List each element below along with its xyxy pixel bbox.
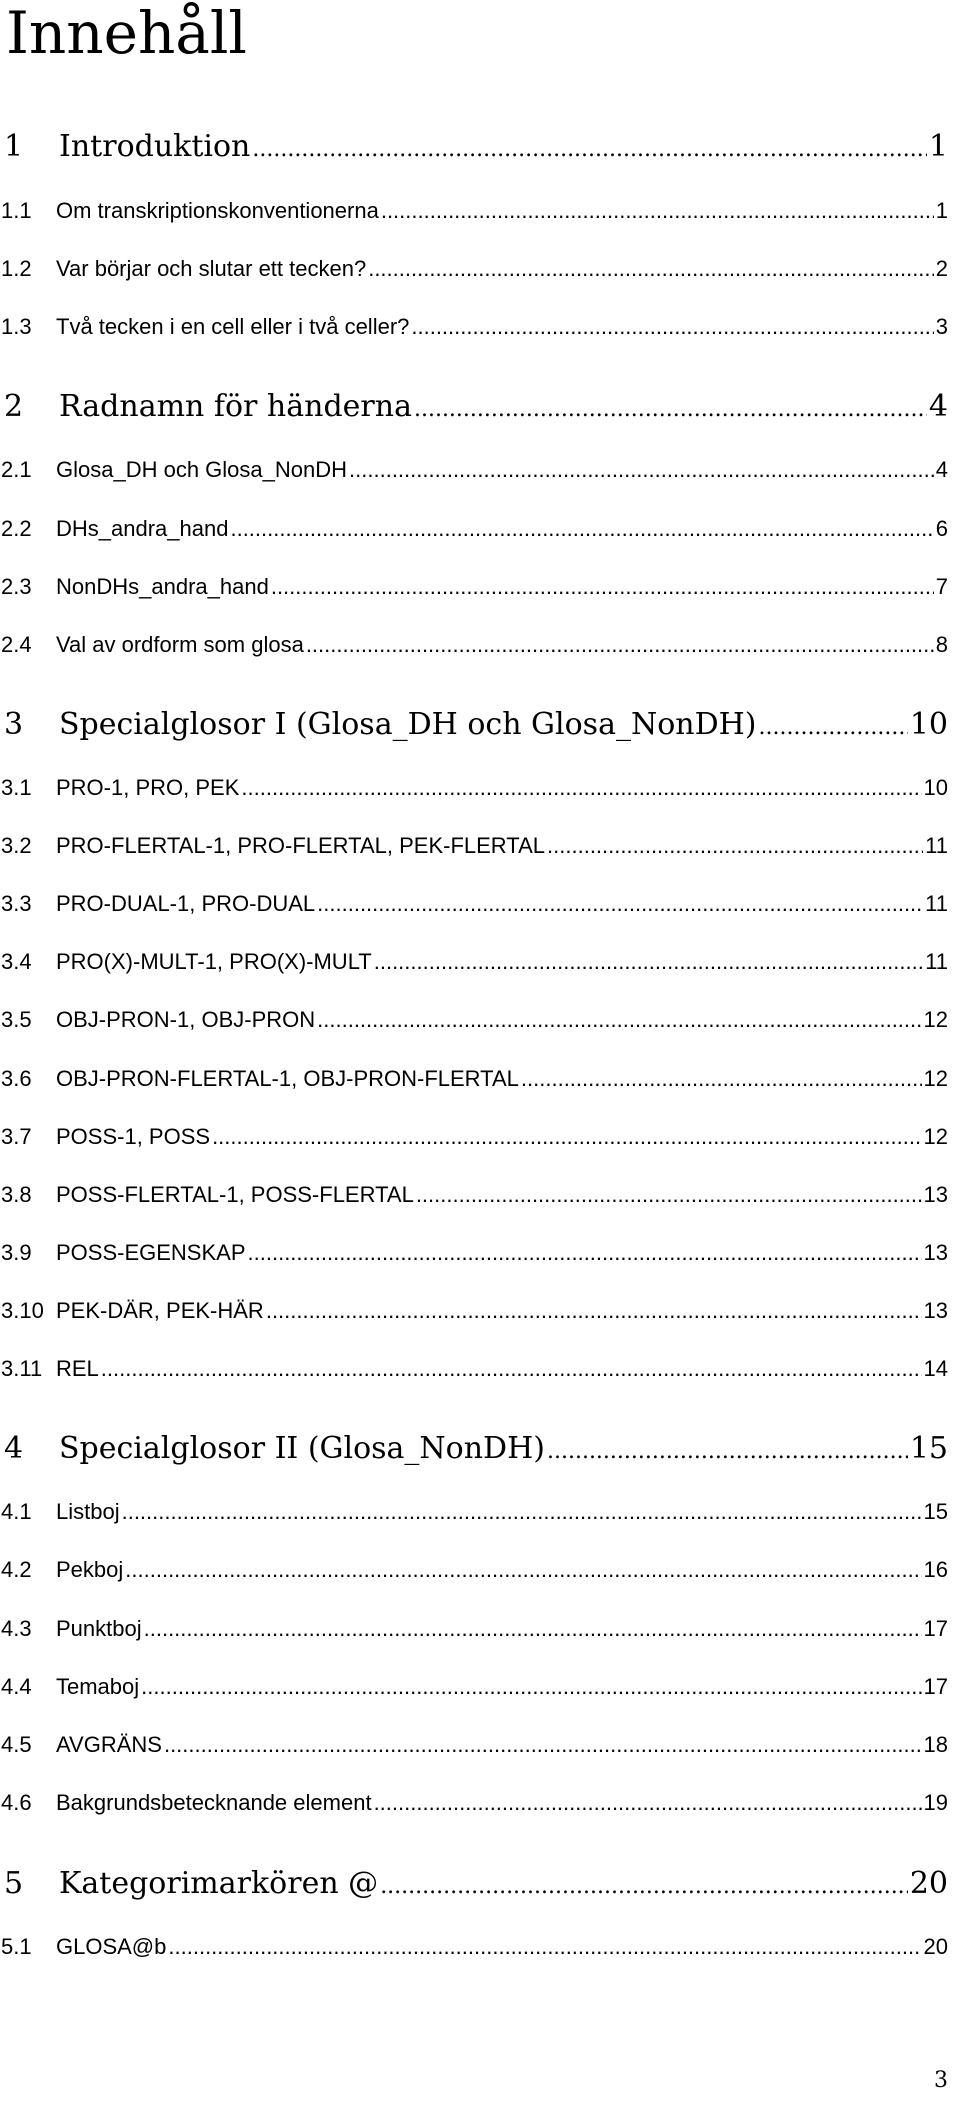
entry-page: 20 — [923, 1934, 948, 1959]
toc-entry-4-2[interactable] — [0, 1555, 960, 1585]
entry-number: 3.11 — [1, 1356, 43, 1381]
toc-entry-3-1[interactable] — [0, 773, 960, 803]
dot-leader — [266, 1296, 922, 1326]
entry-title: Listboj — [56, 1499, 120, 1524]
toc-entry-3-11[interactable] — [0, 1354, 960, 1384]
entry-title: PRO-DUAL-1, PRO-DUAL — [56, 891, 316, 916]
entry-page: 12 — [923, 1066, 948, 1091]
entry-title: OBJ-PRON-1, OBJ-PRON — [56, 1007, 316, 1032]
section-page: 20 — [909, 1866, 948, 1901]
entry-number: 1.3 — [1, 314, 32, 339]
toc-entry-4-6[interactable] — [0, 1788, 960, 1818]
section-title: Kategorimarkören @ — [59, 1866, 379, 1901]
entry-number: 1.1 — [1, 198, 32, 223]
toc-entry-4-5[interactable] — [0, 1730, 960, 1760]
toc-entry-1-3[interactable] — [0, 312, 960, 342]
dot-leader — [374, 947, 923, 977]
dot-leader — [212, 1122, 921, 1152]
entry-page: 2 — [935, 256, 948, 281]
entry-title: NonDHs_andra_hand — [56, 574, 269, 599]
toc-entry-2-3[interactable] — [0, 572, 960, 602]
entry-title: PRO-FLERTAL-1, PRO-FLERTAL, PEK-FLERTAL — [56, 833, 546, 858]
entry-number: 4.1 — [1, 1499, 32, 1524]
entry-number: 3.2 — [1, 833, 32, 858]
toc-entry-3-5[interactable] — [0, 1005, 960, 1035]
dot-leader — [349, 455, 934, 485]
entry-number: 4.6 — [1, 1790, 32, 1815]
entry-title: OBJ-PRON-FLERTAL-1, OBJ-PRON-FLERTAL — [56, 1066, 519, 1091]
dot-leader — [248, 1238, 922, 1268]
entry-number: 4.2 — [1, 1557, 32, 1582]
entry-page: 11 — [925, 949, 948, 974]
entry-number: 3.3 — [1, 891, 32, 916]
dot-leader — [144, 1614, 922, 1644]
dot-leader — [101, 1354, 922, 1384]
section-title: Specialglosor I (Glosa_DH och Glosa_NonDH) — [59, 707, 757, 742]
dot-leader — [168, 1932, 921, 1962]
dot-leader — [230, 514, 933, 544]
toc-section-5[interactable] — [0, 1864, 960, 1904]
entry-number: 2.1 — [1, 457, 32, 482]
entry-title: Punktboj — [56, 1616, 142, 1641]
entry-title: DHs_andra_hand — [56, 516, 229, 541]
entry-title: Om transkriptionskonventionerna — [56, 198, 379, 223]
dot-leader — [414, 390, 927, 430]
entry-number: 2.3 — [1, 574, 32, 599]
toc-entry-3-4[interactable] — [0, 947, 960, 977]
dot-leader — [547, 1432, 908, 1472]
dot-leader — [164, 1730, 922, 1760]
dot-leader — [416, 1180, 922, 1210]
toc-entry-5-1[interactable] — [0, 1932, 960, 1962]
toc-entry-3-6[interactable] — [0, 1064, 960, 1094]
entry-page: 16 — [923, 1557, 948, 1582]
entry-number: 3.1 — [1, 775, 32, 800]
entry-title: REL — [56, 1356, 99, 1381]
dot-leader — [271, 572, 934, 602]
toc-entry-4-4[interactable] — [0, 1672, 960, 1702]
dot-leader — [241, 773, 921, 803]
entry-page: 10 — [923, 775, 948, 800]
entry-page: 6 — [935, 516, 948, 541]
toc-section-2[interactable] — [0, 387, 960, 427]
entry-page: 7 — [935, 574, 948, 599]
section-title: Radnamn för händerna — [59, 389, 412, 424]
section-page: 15 — [909, 1431, 948, 1466]
toc-entry-2-4[interactable] — [0, 630, 960, 660]
entry-title: Temaboj — [56, 1674, 140, 1699]
dot-leader — [141, 1672, 921, 1702]
section-title: Introduktion — [59, 129, 251, 164]
section-number: 5 — [4, 1866, 24, 1901]
entry-page: 8 — [935, 632, 948, 657]
entry-page: 13 — [923, 1240, 948, 1265]
entry-page: 11 — [925, 891, 948, 916]
entry-number: 3.9 — [1, 1240, 32, 1265]
entry-number: 3.10 — [1, 1298, 44, 1323]
entry-title: PRO(X)-MULT-1, PRO(X)-MULT — [56, 949, 372, 974]
section-title: Specialglosor II (Glosa_NonDH) — [59, 1431, 545, 1466]
entry-page: 12 — [923, 1007, 948, 1032]
dot-leader — [521, 1064, 922, 1094]
dot-leader — [306, 630, 934, 660]
entry-number: 3.6 — [1, 1066, 32, 1091]
entry-title: POSS-FLERTAL-1, POSS-FLERTAL — [56, 1182, 414, 1207]
entry-page: 1 — [935, 198, 948, 223]
section-number: 3 — [4, 707, 24, 742]
entry-number: 2.2 — [1, 516, 32, 541]
toc-entry-3-3[interactable] — [0, 889, 960, 919]
dot-leader — [125, 1555, 921, 1585]
entry-page: 4 — [935, 457, 948, 482]
entry-title: Var börjar och slutar ett tecken? — [56, 256, 367, 281]
toc-entry-3-10[interactable] — [0, 1296, 960, 1326]
dot-leader — [547, 831, 923, 861]
entry-page: 3 — [935, 314, 948, 339]
section-page: 1 — [928, 129, 948, 164]
dot-leader — [252, 130, 927, 170]
toc-section-1[interactable] — [0, 127, 960, 167]
entry-page: 17 — [923, 1616, 948, 1641]
toc-entry-3-7[interactable] — [0, 1122, 960, 1152]
dot-leader — [122, 1497, 922, 1527]
entry-number: 3.4 — [1, 949, 32, 974]
toc-entry-3-9[interactable] — [0, 1238, 960, 1268]
toc-entry-4-1[interactable] — [0, 1497, 960, 1527]
toc-entry-1-1[interactable] — [0, 196, 960, 226]
entry-number: 3.8 — [1, 1182, 32, 1207]
toc-entry-2-2[interactable] — [0, 514, 960, 544]
dot-leader — [380, 1867, 908, 1907]
section-number: 4 — [4, 1431, 24, 1466]
page-title: Innehåll — [6, 0, 247, 67]
entry-page: 18 — [923, 1732, 948, 1757]
page-number: 3 — [934, 2068, 948, 2093]
toc-section-4[interactable] — [0, 1429, 960, 1469]
dot-leader — [411, 312, 933, 342]
entry-title: PRO-1, PRO, PEK — [56, 775, 240, 800]
entry-title: Glosa_DH och Glosa_NonDH — [56, 457, 348, 482]
entry-title: PEK-DÄR, PEK-HÄR — [56, 1298, 264, 1323]
entry-number: 2.4 — [1, 632, 32, 657]
entry-title: Val av ordform som glosa — [56, 632, 304, 657]
entry-page: 13 — [923, 1298, 948, 1323]
toc-entry-1-2[interactable] — [0, 254, 960, 284]
entry-number: 3.7 — [1, 1124, 32, 1149]
entry-title: Bakgrundsbetecknande element — [56, 1790, 372, 1815]
entry-page: 12 — [923, 1124, 948, 1149]
entry-page: 15 — [923, 1499, 948, 1524]
toc-entry-3-2[interactable] — [0, 831, 960, 861]
entry-page: 13 — [923, 1182, 948, 1207]
entry-title: POSS-1, POSS — [56, 1124, 211, 1149]
entry-number: 4.5 — [1, 1732, 32, 1757]
entry-page: 11 — [925, 833, 948, 858]
entry-title: AVGRÄNS — [56, 1732, 162, 1757]
dot-leader — [317, 889, 923, 919]
entry-page: 17 — [923, 1674, 948, 1699]
entry-page: 14 — [923, 1356, 948, 1381]
entry-number: 4.3 — [1, 1616, 32, 1641]
entry-number: 5.1 — [1, 1934, 32, 1959]
section-number: 2 — [4, 389, 24, 424]
section-number: 1 — [4, 129, 24, 164]
dot-leader — [374, 1788, 922, 1818]
section-page: 4 — [928, 389, 948, 424]
entry-number: 4.4 — [1, 1674, 32, 1699]
toc-section-3[interactable] — [0, 705, 960, 745]
entry-title: Pekboj — [56, 1557, 124, 1582]
dot-leader — [759, 708, 908, 748]
section-page: 10 — [909, 707, 948, 742]
toc-entry-2-1[interactable] — [0, 455, 960, 485]
entry-title: GLOSA@b — [56, 1934, 167, 1959]
dot-leader — [368, 254, 934, 284]
entry-number: 3.5 — [1, 1007, 32, 1032]
entry-title: POSS-EGENSKAP — [56, 1240, 246, 1265]
dot-leader — [317, 1005, 921, 1035]
dot-leader — [381, 196, 934, 226]
toc-entry-3-8[interactable] — [0, 1180, 960, 1210]
toc-entry-4-3[interactable] — [0, 1614, 960, 1644]
entry-number: 1.2 — [1, 256, 32, 281]
entry-title: Två tecken i en cell eller i två celler? — [56, 314, 410, 339]
entry-page: 19 — [923, 1790, 948, 1815]
